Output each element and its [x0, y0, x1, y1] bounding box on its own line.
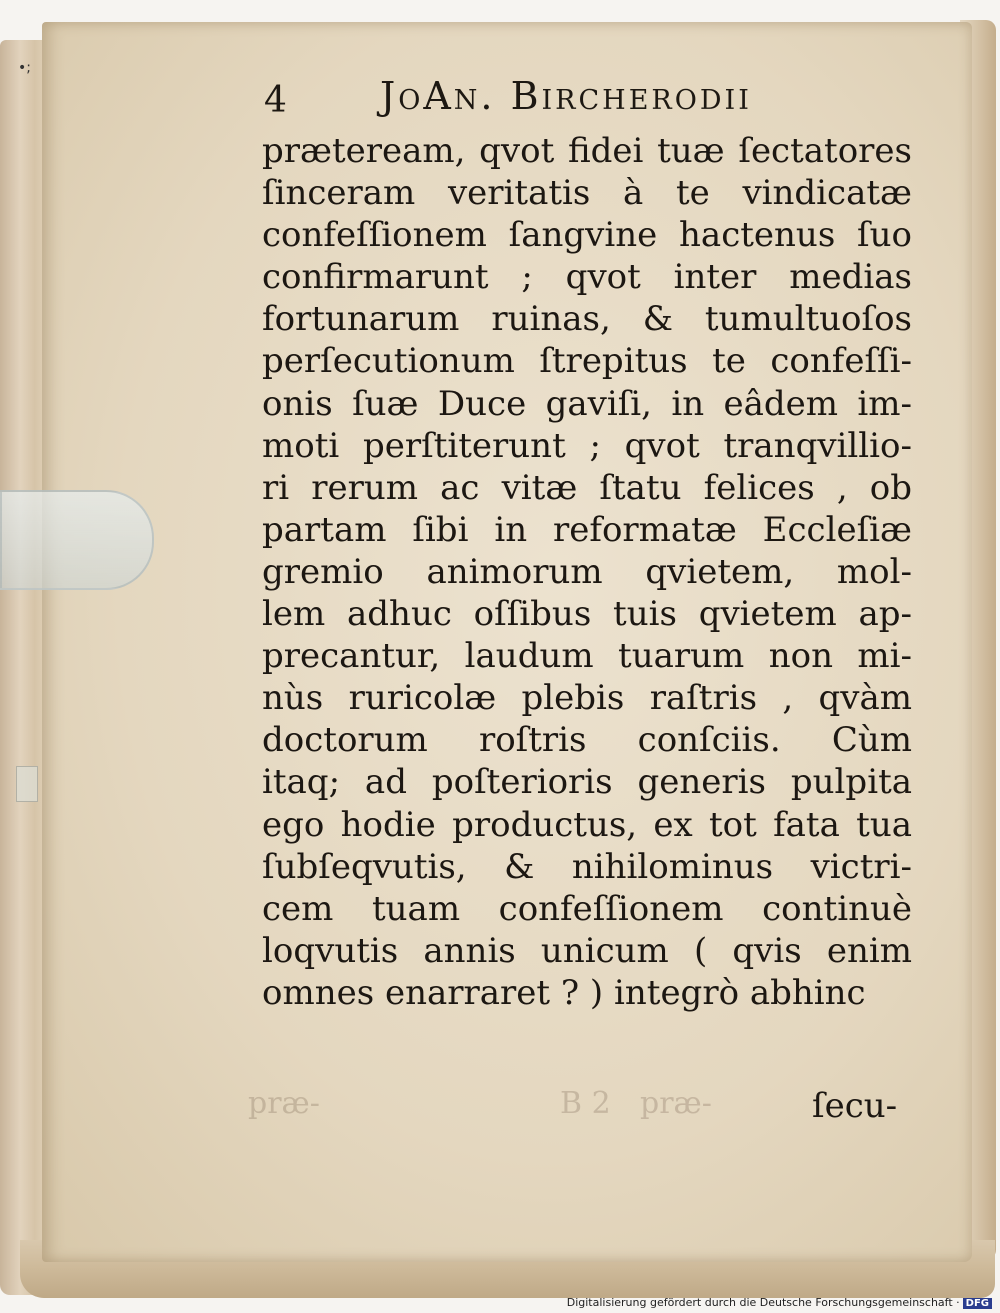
page-tab — [16, 766, 38, 802]
text-line: cem tuam confeſſionem continuè — [262, 888, 912, 929]
show-through-left: præ- — [248, 1086, 320, 1121]
page-number: 4 — [264, 80, 287, 121]
text-line: ri rerum ac vitæ ſtatu felices , ob — [262, 467, 912, 508]
credit-text: Digitalisierung gefördert durch die Deutsche Forschungsgemeinschaft · — [566, 1296, 960, 1309]
text-line: confirmarunt ; qvot inter medias — [262, 257, 912, 298]
text-line: onis ſuæ Duce gaviſi, in eâdem im- — [262, 383, 912, 424]
text-line: fortunarum ruinas, & tumultuoſos — [262, 299, 912, 340]
running-head: JoAn. Bircherodii — [380, 74, 752, 118]
text-line: perſecutionum ſtrepitus te confeſſi- — [262, 341, 912, 382]
text-line: gremio animorum qvietem, mol- — [262, 551, 912, 592]
text-line: itaq; ad poſterioris generis pulpita — [262, 762, 912, 803]
text-line: partam ſibi in reformatæ Eccleſiæ — [262, 509, 912, 550]
text-line: prætеream, qvot fidei tuæ ſectatores — [262, 131, 912, 171]
page-clip — [0, 490, 154, 590]
dfg-logo: DFG — [963, 1298, 992, 1309]
show-through-right: præ- — [640, 1086, 712, 1121]
body-text — [262, 130, 912, 1014]
text-line: ſubſeqvutis, & nihilominus victri- — [262, 846, 912, 887]
text-line: nùs ruricolæ plebis raſtris , qvàm — [262, 678, 912, 719]
corner-mark: •; — [18, 60, 31, 76]
digitization-credit — [567, 1296, 992, 1309]
text-line: ego hodie productus, ex tot fata tua — [262, 804, 912, 845]
catchword: ſecu- — [812, 1086, 898, 1126]
text-line: lem adhuc oſſibus tuis qvietem ap- — [262, 594, 912, 635]
text-line: confeſſionem ſangvine hactenus ſuo — [262, 215, 912, 256]
text-line: doctorum roſtris conſciis. Cùm — [262, 720, 912, 761]
text-line: loqvutis annis unicum ( qvis enim — [262, 930, 912, 971]
text-line: omnes enarraret ? ) integrò abhinc — [262, 972, 866, 1013]
text-line: moti perſtiterunt ; qvot tranqvillio- — [262, 425, 912, 466]
show-through-signature: B 2 — [560, 1086, 611, 1121]
text-line: ſinceram veritatis à te vindicatæ — [262, 173, 912, 214]
text-line: precantur, laudum tuarum non mi- — [262, 636, 912, 677]
